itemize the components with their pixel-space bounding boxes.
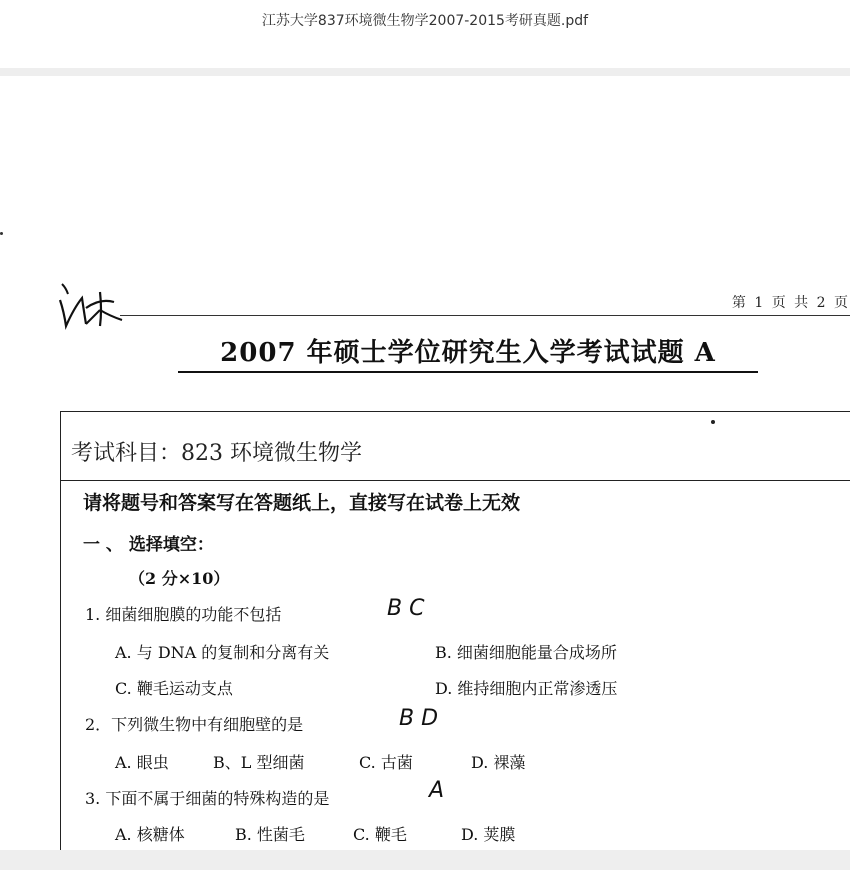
- viewer-header: [0, 0, 850, 70]
- question-stem: 1. 细菌细胞膜的功能不包括: [85, 605, 282, 624]
- handwritten-answer: A: [429, 778, 445, 803]
- scan-speck: [0, 232, 3, 235]
- question-option: A. 眼虫: [115, 753, 169, 772]
- question-option: B、L 型细菌: [213, 753, 305, 772]
- handwritten-signature: [56, 278, 132, 332]
- answer-instruction: 请将题号和答案写在答题纸上，直接写在试卷上无效: [83, 492, 521, 514]
- question-option: D. 维持细胞内正常渗透压: [435, 679, 618, 698]
- question-option: C. 鞭毛: [353, 825, 407, 844]
- handwritten-answer: B C: [387, 596, 425, 621]
- handwritten-answer: B D: [399, 706, 439, 731]
- viewer-footer: [0, 850, 850, 870]
- section-points: （2 分×10）: [129, 569, 230, 588]
- exam-subject: 考试科目：823 环境微生物学: [71, 441, 362, 466]
- header-divider: [0, 68, 850, 76]
- question-option: C. 古菌: [359, 753, 413, 772]
- question-option: D. 荚膜: [461, 825, 516, 844]
- pdf-page: [0, 76, 850, 850]
- question-option: A. 与 DNA 的复制和分离有关: [115, 643, 330, 662]
- exam-title: 2007 年硕士学位研究生入学考试试题 A: [178, 332, 758, 373]
- document-title: 江苏大学837环境微生物学2007-2015考研真题.pdf: [261, 13, 589, 29]
- question-option: C. 鞭毛运动支点: [115, 679, 233, 698]
- exam-content-box: [60, 411, 850, 850]
- page-number: 第 1 页 共 2 页: [731, 295, 850, 311]
- question-option: B. 细菌细胞能量合成场所: [435, 643, 617, 662]
- question-option: D. 裸藻: [471, 753, 526, 772]
- section-heading: 一 、 选择填空：: [83, 535, 214, 555]
- question-stem: 2．下列微生物中有细胞壁的是: [85, 715, 304, 734]
- scan-speck: [711, 420, 715, 424]
- question-stem: 3. 下面不属于细菌的特殊构造的是: [85, 789, 330, 808]
- question-option: B. 性菌毛: [235, 825, 305, 844]
- header-line: [120, 315, 850, 316]
- question-option: A. 核糖体: [115, 825, 185, 844]
- subject-divider: [61, 480, 850, 481]
